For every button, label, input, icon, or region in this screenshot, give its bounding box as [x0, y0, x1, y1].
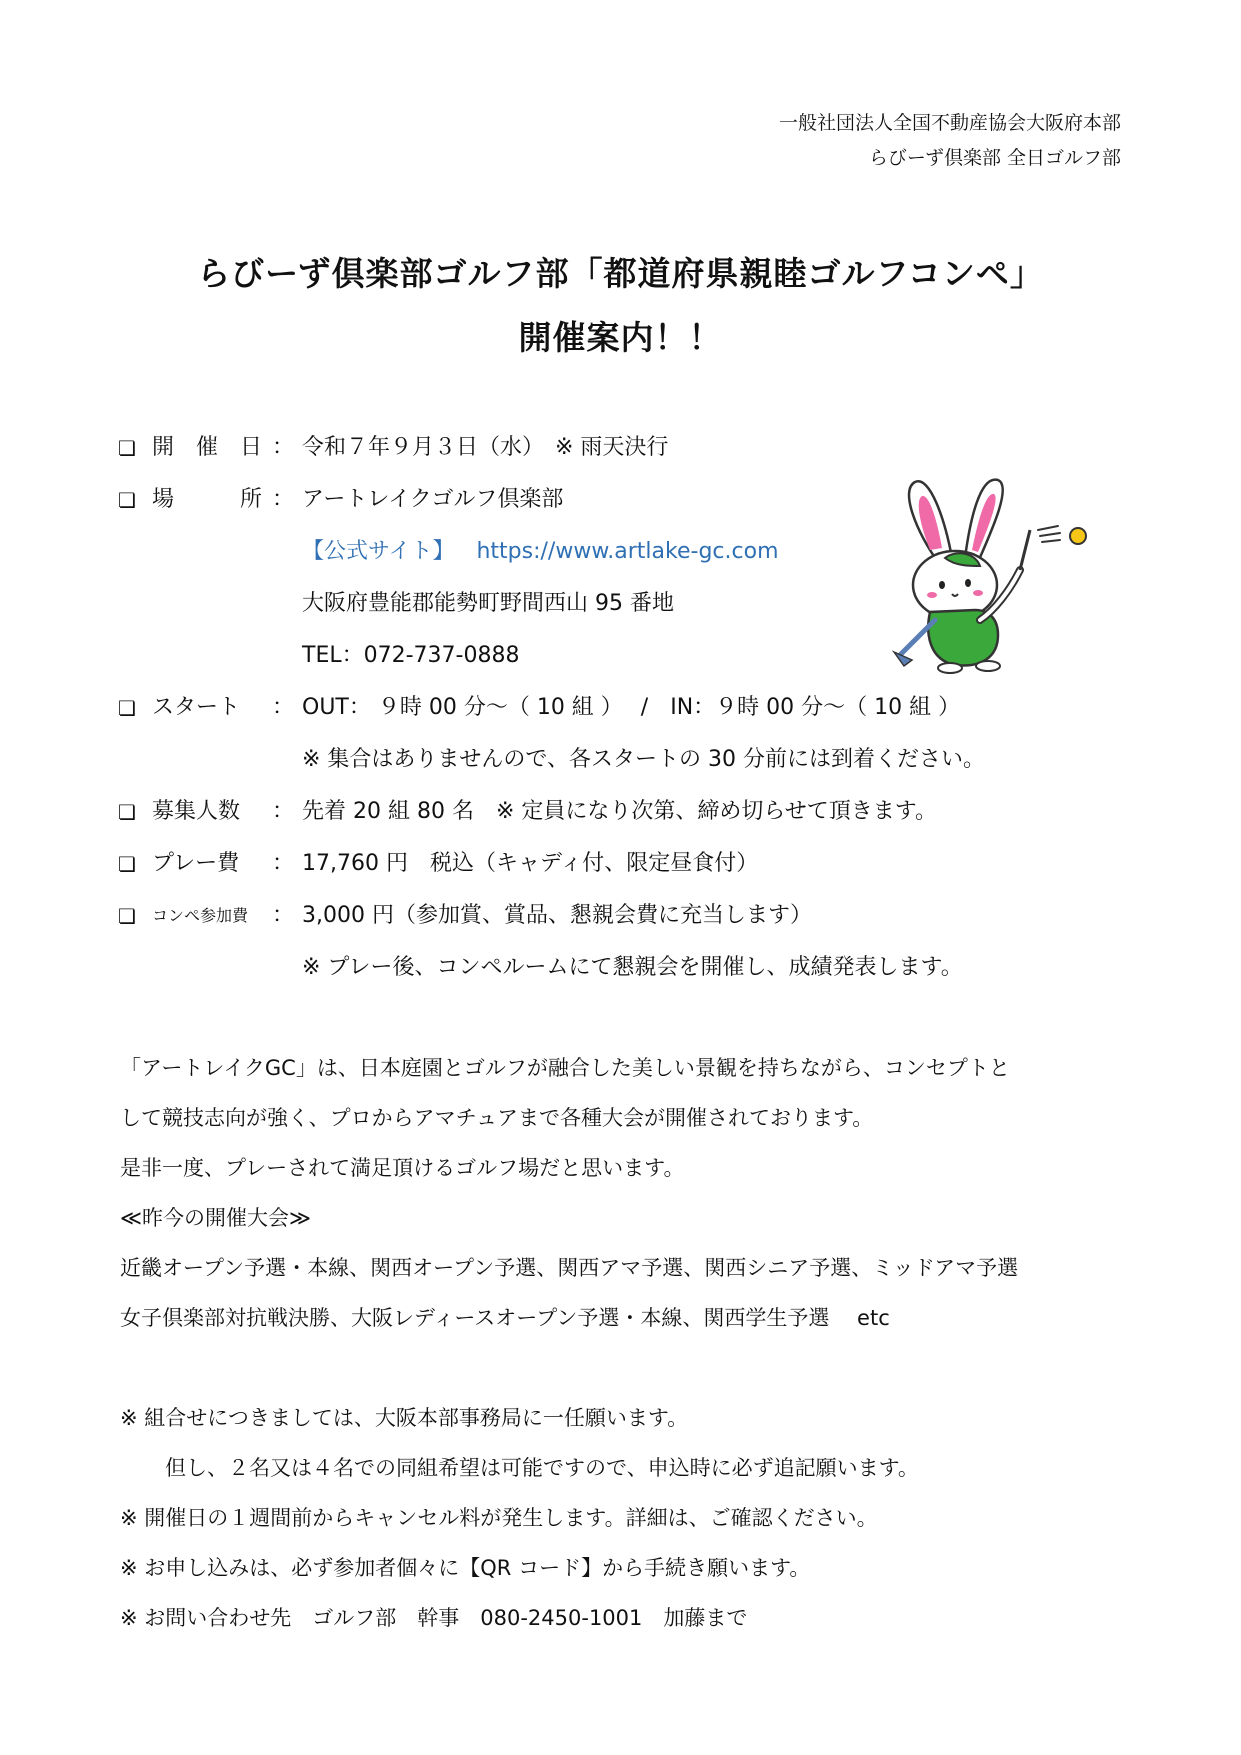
play-fee-label: プレー費	[152, 851, 240, 876]
club-name: らびーず倶楽部 全日ゴルフ部	[868, 147, 1121, 169]
organization-name: 一般社団法人全国不動産協会大阪府本部	[778, 112, 1121, 134]
venue-tel: TEL：072-737-0888	[302, 643, 520, 668]
checkbox-bullet-icon: ❏	[118, 436, 136, 460]
date-label: 開 催 日	[152, 435, 263, 460]
colon: ：	[272, 487, 295, 512]
colon: ：	[272, 435, 295, 460]
rabbit-golfer-mascot-icon	[880, 470, 1095, 675]
capacity-value: 先着 20 組 80 名 ※ 定員になり次第、締め切らせて頂きます。	[302, 799, 937, 824]
motion-lines-icon	[1038, 526, 1060, 542]
recent-tournaments-line-1: 近畿オープン予選・本線、関西オープン予選、関西アマ予選、関西シニア予選、ミッドアマ予選	[120, 1256, 1019, 1280]
recent-tournaments-line-2: 女子倶楽部対抗戦決勝、大阪レディースオープン予選・本線、関西学生予選 etc	[120, 1306, 890, 1330]
capacity-label: 募集人数	[152, 799, 241, 824]
description-line-3: 是非一度、プレーされて満足頂けるゴルフ場だと思います。	[120, 1156, 685, 1180]
note-pairing: ※ 組合せにつきましては、大阪本部事務局に一任願います。	[120, 1406, 689, 1430]
checkbox-bullet-icon: ❏	[118, 904, 136, 928]
page-title: らびーず倶楽部ゴルフ部「都道府県親睦ゴルフコンペ」	[197, 254, 1044, 293]
date-value: 令和７年９月３日（水） ※ 雨天決行	[302, 435, 669, 460]
recent-tournaments-heading: ≪昨今の開催大会≫	[120, 1206, 311, 1230]
start-label: スタート	[152, 695, 241, 720]
start-value: OUT： ９時 00 分～（ 10 組 ） / IN：９時 00 分～（ 10 組 ）	[302, 695, 961, 720]
checkbox-bullet-icon: ❏	[118, 696, 136, 720]
checkbox-bullet-icon: ❏	[118, 488, 136, 512]
note-pairing-detail: 但し、２名又は４名での同組希望は可能ですので、申込時に必ず追記願います。	[165, 1456, 919, 1480]
description-line-2: して競技志向が強く、プロからアマチュアまで各種大会が開催されております。	[120, 1106, 874, 1130]
colon: ：	[272, 799, 295, 824]
colon: ：	[272, 903, 295, 928]
checkbox-bullet-icon: ❏	[118, 852, 136, 876]
comp-fee-label: コンペ参加費	[152, 906, 249, 925]
note-contact: ※ お問い合わせ先 ゴルフ部 幹事 080-2450-1001 加藤まで	[120, 1606, 748, 1630]
note-application: ※ お申し込みは、必ず参加者個々に【QR コード】から手続き願います。	[120, 1556, 811, 1580]
checkbox-bullet-icon: ❏	[118, 800, 136, 824]
play-fee-value: 17,760 円 税込（キャディ付、限定昼食付）	[302, 851, 759, 876]
colon: ：	[272, 851, 295, 876]
description-line-1: 「アートレイクGC」は、日本庭園とゴルフが融合した美しい景観を持ちながら、コンセプトと	[120, 1056, 1010, 1080]
start-note: ※ 集合はありませんので、各スタートの 30 分前には到着ください。	[302, 747, 985, 772]
comp-fee-note: ※ プレー後、コンペルームにて懇親会を開催し、成績発表します。	[302, 955, 963, 980]
official-site-link[interactable]: https://www.artlake-gc.com	[476, 539, 779, 564]
official-site-label: 【公式サイト】	[302, 539, 455, 564]
official-site-row	[302, 537, 779, 567]
venue-label: 場 所	[152, 487, 263, 512]
page-subtitle: 開催案内！！	[518, 318, 723, 357]
venue-address: 大阪府豊能郡能勢町野間西山 95 番地	[302, 591, 674, 616]
golf-ball-icon	[1070, 528, 1086, 544]
note-cancellation: ※ 開催日の１週間前からキャンセル料が発生します。詳細は、ご確認ください。	[120, 1506, 878, 1530]
venue-name: アートレイクゴルフ倶楽部	[302, 487, 564, 512]
comp-fee-value: 3,000 円（参加賞、賞品、懇親会費に充当します）	[302, 903, 812, 928]
colon: ：	[272, 695, 295, 720]
